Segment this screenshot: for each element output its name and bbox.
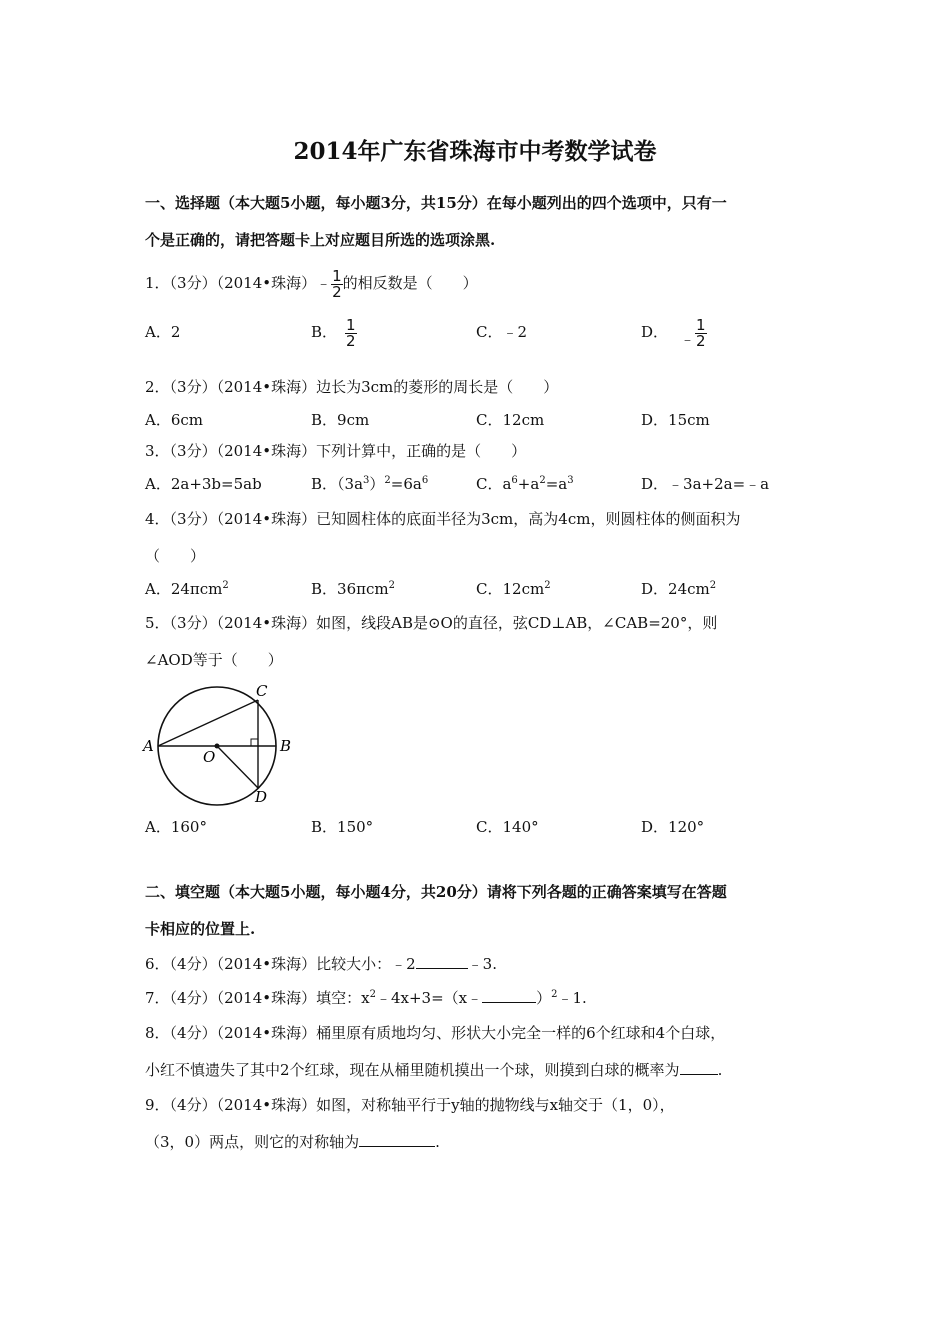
q3-option-a: A．2a+3b=5ab <box>145 475 262 493</box>
question-3-stem: 3．（3分）（2014•珠海）下列计算中，正确的是（ ） <box>145 442 527 460</box>
q2-option-c: C．12cm <box>476 411 545 429</box>
question-8-line2 <box>145 1059 722 1080</box>
segment-od <box>217 746 258 788</box>
question-9-line1: 9．（4分）（2014•珠海）如图，对称轴平行于y轴的抛物线与x轴交于（1，0）， <box>145 1096 675 1114</box>
q3-c-part1: C．a <box>476 475 512 493</box>
q3-b-part1: B．（3a <box>311 475 364 493</box>
section2-heading-line1: 二、填空题（本大题5小题，每小题4分，共20分）请将下列各题的正确答案填写在答题 <box>145 883 727 901</box>
q4-d-sup: 2 <box>709 580 717 591</box>
q1-option-d <box>641 318 707 349</box>
q9-answer-blank[interactable] <box>359 1132 435 1147</box>
section1-heading-line1: 一、选择题（本大题5小题，每小题3分，共15分）在每小题列出的四个选项中，只有一 <box>145 194 727 212</box>
q1-numerator: 1 <box>332 266 342 285</box>
q2-option-d: D．15cm <box>641 411 710 429</box>
question-9-line2 <box>145 1131 440 1152</box>
q5-option-a: A．160° <box>145 818 207 836</box>
q3-c-part3: =a <box>545 475 568 493</box>
q4-c-text: C．12cm <box>476 580 545 598</box>
question-4-stem: 4．（3分）（2014•珠海）已知圆柱体的底面半径为3cm，高为4cm，则圆柱体的侧面积为 <box>145 510 741 528</box>
q1-option-a: A．2 <box>145 323 181 341</box>
q2-option-b: B．9cm <box>311 411 370 429</box>
q1-option-b <box>311 318 357 349</box>
q3-b-sup1: 3 <box>363 475 370 486</box>
label-b: B <box>280 737 292 755</box>
right-angle-mark <box>251 739 258 746</box>
q1-denominator: 2 <box>332 282 342 301</box>
q4-b-sup: 2 <box>388 580 395 591</box>
section2-heading-line2: 卡相应的位置上. <box>145 920 256 938</box>
section1-heading-line2: 个是正确的，请把答题卡上对应题目所选的选项涂黑. <box>145 231 496 249</box>
q6-text1: 6．（4分）（2014•珠海）比较大小：﹣2 <box>145 955 416 973</box>
q4-c-sup: 2 <box>544 580 551 591</box>
q7-text1: 7．（4分）（2014•珠海）填空：x <box>145 989 370 1007</box>
q6-answer-blank[interactable] <box>416 954 468 969</box>
q4-option-b <box>311 578 395 599</box>
q4-b-text: B．36πcm <box>311 580 389 598</box>
q1-prefix: 1．（3分）（2014•珠海） <box>145 274 317 292</box>
q1-b-denominator: 2 <box>346 332 356 350</box>
q7-sup2: 2 <box>551 989 558 1000</box>
q3-b-sup3: 6 <box>421 475 429 486</box>
q7-text3: ） <box>536 989 552 1007</box>
q1-fraction <box>331 266 343 301</box>
label-c: C <box>256 682 268 700</box>
q8-end: . <box>717 1061 723 1079</box>
q3-option-b <box>311 473 428 494</box>
q1-d-denominator: 2 <box>696 332 706 350</box>
q3-c-sup3: 3 <box>567 475 574 486</box>
circle-diagram <box>138 678 298 808</box>
q1-option-c: C．﹣2 <box>476 323 528 341</box>
q4-a-sup: 2 <box>222 580 229 591</box>
q4-a-text: A．24πcm <box>145 580 223 598</box>
q1-option-d-fraction <box>695 318 707 349</box>
q1-option-d-label: D． <box>641 323 669 341</box>
q4-option-d <box>641 578 716 599</box>
question-2-stem: 2．（3分）（2014•珠海）边长为3cm的菱形的周长是（ ） <box>145 378 559 396</box>
q3-option-c <box>476 473 574 494</box>
question-5-stem: 5．（3分）（2014•珠海）如图，线段AB是⊙O的直径，弦CD⊥AB，∠CAB=20°，则 <box>145 614 718 632</box>
label-o: O <box>203 748 216 766</box>
q8-text: 小红不慎遗失了其中2个红球，现在从桶里随机摸出一个球，则摸到白球的概率为 <box>145 1061 680 1079</box>
q3-c-sup1: 6 <box>511 475 518 486</box>
q7-answer-blank[interactable] <box>482 988 536 1003</box>
question-1-stem <box>145 266 478 300</box>
q3-c-part2: +a <box>517 475 540 493</box>
q1-b-numerator: 1 <box>346 316 356 334</box>
q2-option-a: A．6cm <box>145 411 204 429</box>
q1-option-b-fraction <box>345 318 357 349</box>
q5-option-b: B．150° <box>311 818 374 836</box>
q1-option-b-label: B． <box>311 323 338 341</box>
q7-text2: ﹣4x+3=（x﹣ <box>375 989 483 1007</box>
question-8-line1: 8．（4分）（2014•珠海）桶里原有质地均匀、形状大小完全一样的6个红球和4个白球， <box>145 1024 726 1042</box>
label-a: A <box>143 737 154 755</box>
question-4-stem-cont: （ ） <box>145 547 206 565</box>
question-7 <box>145 987 587 1008</box>
q9-text: （3，0）两点，则它的对称轴为 <box>145 1133 360 1151</box>
q5-option-d: D．120° <box>641 818 705 836</box>
q4-option-c <box>476 578 551 599</box>
q1-neg: ﹣ <box>316 274 332 292</box>
q3-c-sup2: 2 <box>539 475 546 486</box>
q3-b-part2: ） <box>369 475 385 493</box>
q3-b-part3: =6a <box>390 475 422 493</box>
q1-d-numerator: 1 <box>696 316 706 334</box>
q8-answer-blank[interactable] <box>680 1060 718 1075</box>
q7-sup1: 2 <box>369 989 376 1000</box>
q5-option-c: C．140° <box>476 818 539 836</box>
q6-text2: ﹣3. <box>467 955 497 973</box>
q4-d-text: D．24cm <box>641 580 710 598</box>
question-6 <box>145 953 497 974</box>
q4-option-a <box>145 578 229 599</box>
q3-b-sup2: 2 <box>384 475 391 486</box>
q9-end: . <box>435 1133 440 1151</box>
question-5-stem-cont: ∠AOD等于（ ） <box>145 651 283 669</box>
q3-option-d: D．﹣3a+2a=﹣a <box>641 475 770 493</box>
page-title: 2014年广东省珠海市中考数学试卷 <box>293 138 657 165</box>
q7-text4: ﹣1. <box>557 989 587 1007</box>
label-d: D <box>255 788 268 806</box>
q1-suffix: 的相反数是（ ） <box>342 274 478 292</box>
q1-option-d-neg: ﹣ <box>680 330 696 348</box>
